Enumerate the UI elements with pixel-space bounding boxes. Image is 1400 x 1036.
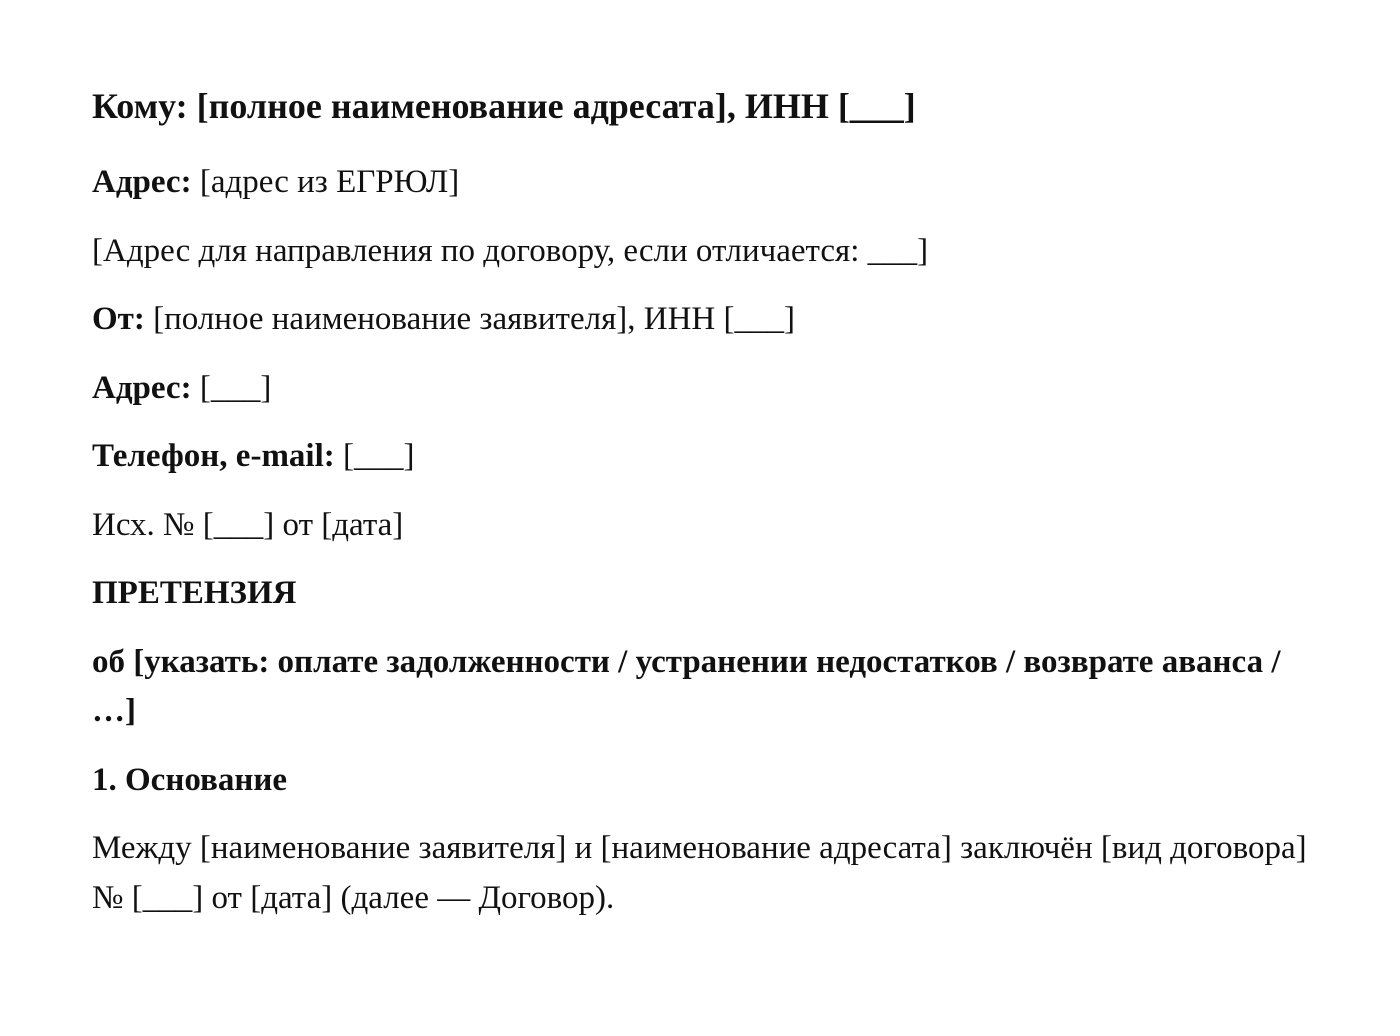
sender-line — [92, 295, 1308, 345]
recipient-line: Кому: [полное наименование адресата], ИНН [___] — [92, 86, 916, 126]
sender-contacts — [92, 432, 1308, 482]
recipient-address — [92, 158, 1308, 208]
sender-address-label: Адрес: — [92, 369, 192, 406]
outgoing-number: Исх. № [___] от [дата] — [92, 506, 404, 543]
recipient-alt-address: [Адрес для направления по договору, если отличается: ___] — [92, 232, 929, 269]
sender-value: [полное наименование заявителя], ИНН [___] — [144, 301, 795, 338]
recipient-address-value: [адрес из ЕГРЮЛ] — [191, 164, 460, 201]
section-1-text: Между [наименование заявителя] и [наименование адресата] заключён [вид договора] № [___] от [дата] (далее — Договор). — [92, 830, 1307, 916]
sender-label: От: — [92, 301, 145, 338]
sender-address — [92, 364, 1308, 414]
recipient-address-label: Адрес: — [92, 164, 192, 201]
sender-contacts-value: [___] — [334, 438, 415, 475]
sender-contacts-label: Телефон, e-mail: — [92, 438, 335, 475]
document-title: ПРЕТЕНЗИЯ — [92, 575, 297, 612]
document-subject: об [указать: оплате задолженности / устранении недостатков / возврате аванса / …] — [92, 643, 1281, 730]
sender-address-value: [___] — [191, 369, 272, 406]
section-1-heading: 1. Основание — [92, 761, 288, 798]
